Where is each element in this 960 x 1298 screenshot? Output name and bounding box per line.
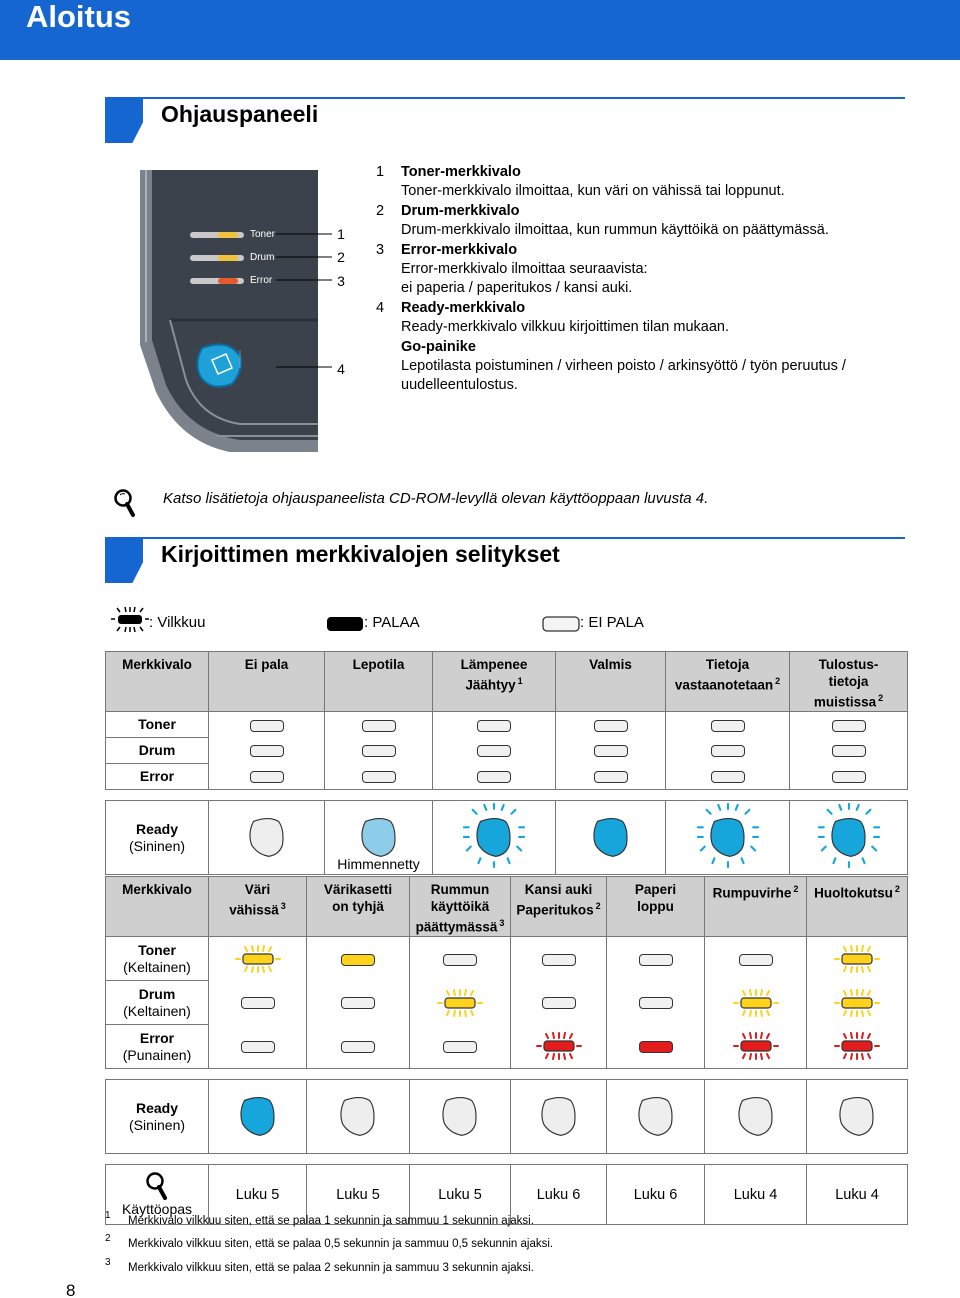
led-cell bbox=[556, 738, 666, 764]
red-led-on bbox=[639, 1041, 673, 1053]
definition-text: Ready-merkkivalo vilkkuu kirjoittimen tilan mukaan. bbox=[401, 319, 729, 336]
column-header-text: Värikasetti on tyhjä bbox=[323, 882, 393, 914]
yellow-led-off bbox=[477, 720, 511, 732]
column-header-text: Lämpenee Jäähtyy bbox=[460, 657, 528, 693]
definition-title: Error-merkkivalo bbox=[401, 241, 518, 258]
led-cell bbox=[556, 712, 666, 738]
column-header bbox=[106, 652, 209, 712]
definition-text: Toner-merkkivalo ilmoittaa, kun väri on vähissä tai loppunut. bbox=[401, 183, 785, 200]
column-header-text: Ei pala bbox=[244, 657, 289, 672]
definition-text: Error-merkkivalo ilmoittaa seuraavista: bbox=[401, 261, 648, 278]
led-cell bbox=[433, 764, 556, 790]
gap-cell bbox=[511, 1069, 607, 1080]
definition-title-row bbox=[376, 163, 916, 182]
yellow-led-off bbox=[443, 954, 477, 966]
ready-led-off bbox=[825, 1082, 889, 1151]
yellow-led-blinking bbox=[834, 989, 880, 1017]
led-cell bbox=[790, 738, 908, 764]
led-cell bbox=[807, 981, 908, 1025]
panel-label-drum: Drum bbox=[250, 252, 275, 263]
definition-number bbox=[376, 338, 401, 357]
led-cell bbox=[209, 738, 325, 764]
column-header-text: Tulostus- tietoja muistissa bbox=[813, 657, 879, 710]
chapter-ref-text: Luku 4 bbox=[733, 1186, 778, 1203]
row-label bbox=[106, 764, 209, 790]
table-header-row bbox=[106, 877, 908, 937]
led-cell bbox=[607, 981, 705, 1025]
yellow-led-off bbox=[639, 997, 673, 1009]
column-header-text: Väri vähissä bbox=[229, 882, 279, 918]
led-cell bbox=[807, 937, 908, 981]
definition-line bbox=[376, 260, 916, 279]
indent bbox=[376, 260, 401, 279]
yellow-led-off bbox=[477, 771, 511, 783]
definition-line bbox=[376, 357, 916, 376]
yellow-led-blinking bbox=[733, 989, 779, 1017]
table-row bbox=[106, 981, 908, 1025]
indicator-table-errors bbox=[105, 876, 908, 1225]
yellow-led-blinking bbox=[834, 945, 880, 973]
row-label-sub: (Sininen) bbox=[128, 1116, 186, 1133]
yellow-led-off bbox=[594, 720, 628, 732]
row-label-text: Error bbox=[139, 1029, 175, 1046]
footnote-ref: 3 bbox=[280, 901, 286, 911]
yellow-led-off bbox=[250, 745, 284, 757]
led-cell bbox=[607, 1080, 705, 1154]
section-rule bbox=[143, 537, 905, 539]
gap-cell bbox=[705, 1069, 807, 1080]
gap-cell bbox=[307, 1154, 410, 1165]
definition-title: Ready-merkkivalo bbox=[401, 299, 526, 316]
column-header-text: Valmis bbox=[589, 657, 632, 672]
chapter-title: Aloitus bbox=[26, 0, 132, 34]
row-label-text: Toner bbox=[138, 716, 176, 732]
chapter-ref-text: Luku 5 bbox=[336, 1186, 380, 1203]
ready-led-off bbox=[326, 1082, 390, 1151]
footnote-ref: 2 bbox=[775, 676, 781, 686]
table-row bbox=[106, 937, 908, 981]
led-cell bbox=[307, 981, 410, 1025]
led-cell bbox=[666, 801, 790, 875]
gap-cell bbox=[209, 1069, 307, 1080]
guide-chapter-ref bbox=[705, 1165, 807, 1225]
yellow-led-off bbox=[362, 771, 396, 783]
led-cell bbox=[666, 738, 790, 764]
column-header bbox=[410, 877, 511, 937]
chapter-ref-text: Luku 6 bbox=[633, 1186, 678, 1203]
magnifier-icon bbox=[145, 1171, 169, 1201]
gap-cell bbox=[790, 790, 908, 801]
led-cell bbox=[666, 712, 790, 738]
section-marker bbox=[105, 537, 143, 583]
column-header-text: Merkkivalo bbox=[122, 882, 192, 897]
note-text: Katso lisätietoja ohjauspaneelista CD-ROM-levyllä olevan käyttöoppaan luvusta 4. bbox=[163, 490, 709, 507]
led-cell bbox=[511, 1025, 607, 1069]
guide-label: Käyttöopas bbox=[121, 1201, 193, 1217]
row-label bbox=[106, 738, 209, 764]
footnote-ref: 3 bbox=[499, 918, 505, 928]
column-header bbox=[556, 652, 666, 712]
column-header bbox=[307, 877, 410, 937]
footnote-text: Merkkivalo vilkkuu siten, että se palaa 1 sekunnin ja sammuu 1 sekunnin ajaksi. bbox=[128, 1215, 534, 1227]
column-header-text: Lepotila bbox=[352, 657, 405, 672]
legend-on-icon bbox=[326, 616, 364, 632]
yellow-led-off bbox=[739, 954, 773, 966]
led-cell bbox=[607, 1025, 705, 1069]
definition-title-row bbox=[376, 202, 916, 221]
led-cell bbox=[307, 1025, 410, 1069]
column-header bbox=[666, 652, 790, 712]
led-cell bbox=[410, 1025, 511, 1069]
red-led-off bbox=[341, 1041, 375, 1053]
row-gap bbox=[106, 1069, 908, 1080]
red-led-off bbox=[241, 1041, 275, 1053]
ready-led-off bbox=[624, 1082, 688, 1151]
led-cell bbox=[307, 1080, 410, 1154]
chapter-ref-text: Luku 5 bbox=[235, 1186, 280, 1203]
gap-cell bbox=[511, 1154, 607, 1165]
column-header bbox=[807, 877, 908, 937]
legend-blink-label: : Vilkkuu bbox=[149, 614, 206, 631]
footnote-ref: 2 bbox=[793, 884, 799, 894]
definition-text: Lepotilasta poistuminen / virheen poisto / arkinsyöttö / työn peruutus / bbox=[401, 358, 846, 375]
yellow-led-off bbox=[250, 771, 284, 783]
column-header bbox=[433, 652, 556, 712]
gap-cell bbox=[666, 790, 790, 801]
column-header-text: Merkkivalo bbox=[122, 657, 192, 672]
column-header bbox=[705, 877, 807, 937]
led-cell bbox=[410, 1080, 511, 1154]
row-label-sub: (Punainen) bbox=[122, 1046, 192, 1063]
definition-title: Go-painike bbox=[401, 338, 476, 355]
led-cell bbox=[209, 801, 325, 875]
panel-label-error: Error bbox=[250, 275, 273, 286]
footnote-number: 3 bbox=[105, 1257, 111, 1268]
gap-cell bbox=[106, 1069, 209, 1080]
led-cell bbox=[790, 801, 908, 875]
panel-label-toner: Toner bbox=[250, 229, 276, 240]
led-cell bbox=[209, 1025, 307, 1069]
yellow-led-off bbox=[832, 771, 866, 783]
indent bbox=[376, 279, 401, 298]
footnote-number: 1 bbox=[105, 1210, 111, 1221]
gap-cell bbox=[106, 1154, 209, 1165]
led-cell bbox=[511, 981, 607, 1025]
led-cell bbox=[705, 1080, 807, 1154]
led-cell bbox=[209, 937, 307, 981]
section-title: Ohjauspaneeli bbox=[161, 101, 319, 127]
gap-cell bbox=[807, 1154, 908, 1165]
footnote-ref: 2 bbox=[878, 693, 884, 703]
definition-number: 2 bbox=[376, 202, 385, 219]
magnifier-icon bbox=[113, 488, 137, 518]
column-header-text: Rummun käyttöikä päättymässä bbox=[415, 882, 498, 935]
column-header bbox=[325, 652, 433, 712]
row-label-text: Toner bbox=[138, 941, 176, 958]
indent bbox=[376, 357, 401, 376]
column-header-text: Huoltokutsu bbox=[814, 885, 893, 901]
column-header bbox=[790, 652, 908, 712]
ready-led-blink bbox=[696, 803, 760, 872]
column-header bbox=[209, 877, 307, 937]
yellow-led-off bbox=[594, 771, 628, 783]
row-label-text: Ready bbox=[135, 820, 179, 837]
led-cell bbox=[556, 764, 666, 790]
yellow-led-off bbox=[832, 745, 866, 757]
chapter-ref-text: Luku 5 bbox=[438, 1186, 482, 1203]
row-label bbox=[106, 1025, 209, 1069]
callout-1: 1 bbox=[337, 226, 345, 242]
gap-cell bbox=[607, 1154, 705, 1165]
red-led-off bbox=[443, 1041, 477, 1053]
led-cell bbox=[807, 1080, 908, 1154]
section-marker bbox=[105, 97, 143, 143]
red-led-blinking bbox=[536, 1032, 582, 1060]
red-led-blinking bbox=[834, 1032, 880, 1060]
indicator-table-normal bbox=[105, 651, 908, 875]
led-cell bbox=[325, 738, 433, 764]
ready-led-on bbox=[226, 1082, 290, 1151]
gap-cell bbox=[433, 790, 556, 801]
callout-leader-lines bbox=[276, 228, 334, 378]
legend-blink-icon bbox=[110, 605, 150, 635]
yellow-led-off bbox=[250, 720, 284, 732]
definition-line bbox=[376, 376, 916, 395]
row-label-text: Error bbox=[139, 768, 175, 784]
yellow-led-off bbox=[711, 771, 745, 783]
row-label bbox=[106, 981, 209, 1025]
definition-title-row bbox=[376, 241, 916, 260]
led-cell bbox=[325, 801, 433, 875]
led-cell bbox=[666, 764, 790, 790]
row-gap bbox=[106, 790, 908, 801]
yellow-led-off bbox=[542, 954, 576, 966]
table-header-row bbox=[106, 652, 908, 712]
column-header-text: Paperi loppu bbox=[634, 882, 677, 914]
gap-cell bbox=[307, 1069, 410, 1080]
table-row-ready bbox=[106, 1080, 908, 1154]
definition-title-row bbox=[376, 338, 916, 357]
definition-title-row bbox=[376, 299, 916, 318]
led-cell bbox=[325, 764, 433, 790]
definition-line bbox=[376, 182, 916, 201]
gap-cell bbox=[325, 790, 433, 801]
yellow-led-off bbox=[711, 720, 745, 732]
section-heading-control-panel bbox=[105, 97, 905, 143]
definition-line bbox=[376, 279, 916, 298]
indent bbox=[376, 182, 401, 201]
led-cell bbox=[433, 712, 556, 738]
footnote-ref: 2 bbox=[894, 884, 900, 894]
footnote-text: Merkkivalo vilkkuu siten, että se palaa 2 sekunnin ja sammuu 3 sekunnin ajaksi. bbox=[128, 1262, 534, 1274]
row-label-sub: (Sininen) bbox=[128, 837, 186, 854]
led-cell bbox=[410, 981, 511, 1025]
definition-line bbox=[376, 318, 916, 337]
led-cell bbox=[209, 764, 325, 790]
chapter-ref-text: Luku 6 bbox=[536, 1186, 581, 1203]
page-number: 8 bbox=[66, 1281, 76, 1298]
definition-number: 1 bbox=[376, 164, 385, 180]
definition-text: Drum-merkkivalo ilmoittaa, kun rummun käyttöikä on päättymässä. bbox=[401, 222, 829, 239]
definition-number: 3 bbox=[376, 241, 385, 258]
led-cell bbox=[433, 801, 556, 875]
yellow-led-off bbox=[711, 745, 745, 757]
ready-led-off bbox=[724, 1082, 788, 1151]
definition-text: uudelleentulostus. bbox=[401, 377, 518, 394]
led-cell bbox=[209, 1080, 307, 1154]
row-label-sub: (Keltainen) bbox=[123, 958, 191, 975]
gap-cell bbox=[705, 1154, 807, 1165]
red-led-blinking bbox=[733, 1032, 779, 1060]
led-cell bbox=[705, 937, 807, 981]
column-header bbox=[106, 877, 209, 937]
gap-cell bbox=[410, 1069, 511, 1080]
ready-led-blink bbox=[817, 803, 881, 872]
callout-2: 2 bbox=[337, 249, 345, 265]
yellow-led-off bbox=[594, 745, 628, 757]
yellow-led-blinking bbox=[235, 945, 281, 973]
column-header bbox=[511, 877, 607, 937]
definition-title: Toner-merkkivalo bbox=[401, 164, 521, 180]
yellow-led-off bbox=[362, 720, 396, 732]
led-cell bbox=[209, 712, 325, 738]
led-cell bbox=[807, 1025, 908, 1069]
gap-cell bbox=[106, 790, 209, 801]
chapter-header-bar bbox=[0, 0, 960, 60]
yellow-led-blinking bbox=[437, 989, 483, 1017]
row-label-text: Ready bbox=[135, 1099, 179, 1116]
table-row bbox=[106, 1025, 908, 1069]
yellow-led-off bbox=[341, 997, 375, 1009]
gap-cell bbox=[556, 790, 666, 801]
led-cell bbox=[209, 981, 307, 1025]
dim-label: Himmennetty bbox=[337, 856, 420, 872]
table-row bbox=[106, 712, 908, 738]
definition-text: ei paperia / paperitukos / kansi auki. bbox=[401, 280, 633, 297]
led-cell bbox=[433, 738, 556, 764]
definition-number: 4 bbox=[376, 299, 385, 316]
ready-led-on bbox=[579, 803, 643, 872]
column-header bbox=[607, 877, 705, 937]
definition-title: Drum-merkkivalo bbox=[401, 202, 520, 219]
table-row-ready bbox=[106, 801, 908, 875]
indicator-definitions bbox=[376, 163, 916, 396]
footnote-ref: 2 bbox=[595, 901, 601, 911]
led-cell bbox=[607, 937, 705, 981]
led-cell bbox=[325, 712, 433, 738]
yellow-led-off bbox=[241, 997, 275, 1009]
row-label bbox=[106, 712, 209, 738]
callout-3: 3 bbox=[337, 273, 345, 289]
yellow-led-off bbox=[832, 720, 866, 732]
section-heading-indicators bbox=[105, 537, 905, 583]
gap-cell bbox=[209, 1154, 307, 1165]
yellow-led-off bbox=[542, 997, 576, 1009]
ready-led-off bbox=[527, 1082, 591, 1151]
gap-cell bbox=[209, 790, 325, 801]
legend-off-icon bbox=[542, 616, 580, 632]
yellow-led-off bbox=[639, 954, 673, 966]
yellow-led-off bbox=[477, 745, 511, 757]
guide-chapter-ref bbox=[807, 1165, 908, 1225]
led-cell bbox=[705, 981, 807, 1025]
row-label bbox=[106, 801, 209, 875]
yellow-led-off bbox=[362, 745, 396, 757]
gap-cell bbox=[607, 1069, 705, 1080]
guide-chapter-ref bbox=[607, 1165, 705, 1225]
row-label-text: Drum bbox=[138, 985, 176, 1002]
column-header-text: Tietoja vastaanotetaan bbox=[674, 657, 774, 693]
row-label bbox=[106, 937, 209, 981]
gap-cell bbox=[807, 1069, 908, 1080]
row-label bbox=[106, 1080, 209, 1154]
table-row bbox=[106, 764, 908, 790]
ready-led-off bbox=[235, 803, 299, 872]
led-cell bbox=[410, 937, 511, 981]
column-header bbox=[209, 652, 325, 712]
led-cell bbox=[511, 937, 607, 981]
led-cell bbox=[556, 801, 666, 875]
legend-on-label: : PALAA bbox=[364, 614, 420, 631]
chapter-ref-text: Luku 4 bbox=[835, 1186, 879, 1203]
indent bbox=[376, 318, 401, 337]
section-rule bbox=[143, 97, 905, 99]
footnote-text: Merkkivalo vilkkuu siten, että se palaa 0,5 sekunnin ja sammuu 0,5 sekunnin ajaksi. bbox=[128, 1238, 554, 1250]
led-cell bbox=[705, 1025, 807, 1069]
led-cell bbox=[511, 1080, 607, 1154]
row-label-sub: (Keltainen) bbox=[123, 1002, 191, 1019]
callout-4: 4 bbox=[337, 361, 345, 377]
indent bbox=[376, 376, 401, 395]
column-header-text: Kansi auki Paperitukos bbox=[516, 882, 594, 918]
gap-cell bbox=[410, 1154, 511, 1165]
led-cell bbox=[790, 764, 908, 790]
footnote-number: 2 bbox=[105, 1233, 111, 1244]
legend-off-label: : EI PALA bbox=[580, 614, 644, 631]
table-row bbox=[106, 738, 908, 764]
column-header-text: Rumpuvirhe bbox=[712, 885, 792, 901]
led-cell bbox=[790, 712, 908, 738]
indent bbox=[376, 221, 401, 240]
row-gap bbox=[106, 1154, 908, 1165]
footnote-ref: 1 bbox=[517, 676, 523, 686]
section-title: Kirjoittimen merkkivalojen selitykset bbox=[161, 541, 560, 567]
ready-led-blink bbox=[462, 803, 526, 872]
definition-line bbox=[376, 221, 916, 240]
row-label-text: Drum bbox=[138, 742, 176, 758]
ready-led-off bbox=[428, 1082, 492, 1151]
yellow-led-on bbox=[341, 954, 375, 966]
led-cell bbox=[307, 937, 410, 981]
